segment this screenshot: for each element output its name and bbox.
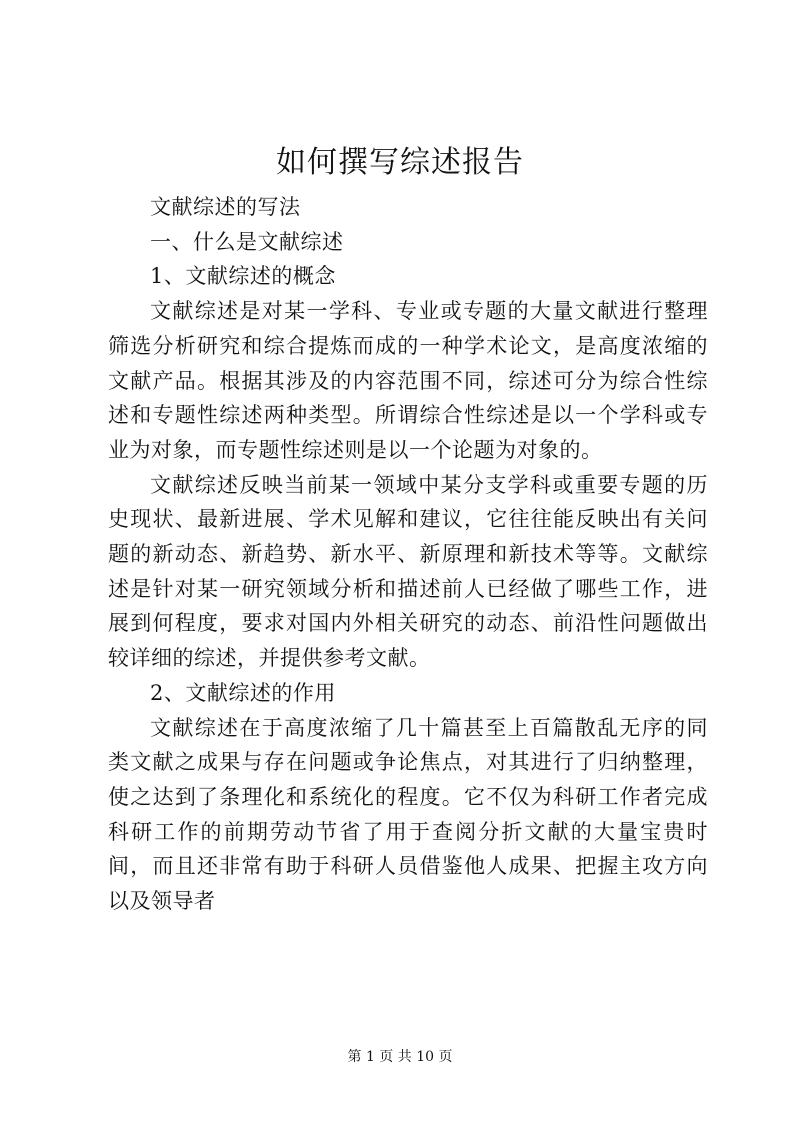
paragraph-concept-body: 文献综述是对某一学科、专业或专题的大量文献进行整理筛选分析研究和综合提炼而成的一种学术论文，是高度浓缩的文献产品。根据其涉及的内容范围不同，综述可分为综合性综述和专题性综述两种类型。所谓综合性综述是以一个学科或专业为对象，而专题性综述则是以一个论题为对象的。 xyxy=(108,299,708,462)
document-body xyxy=(108,190,708,919)
paragraph-heading-concept: 1、文献综述的概念 xyxy=(150,264,336,289)
paragraph-heading-what-is: 一、什么是文献综述 xyxy=(150,229,344,254)
document-title: 如何撰写综述报告 xyxy=(276,145,524,180)
paragraph-reflection-body: 文献综述反映当前某一领域中某分支学科或重要专题的历史现状、最新进展、学术见解和建议，它往往能反映出有关问题的新动态、新趋势、新水平、新原理和新技术等等。文献综述是针对某一研究领域分析和描述前人已经做了哪些工作，进展到何程度，要求对国内外相关研究的动态、前沿性问题做出较详细的综述，并提供参考文献。 xyxy=(108,472,708,671)
paragraph-section-heading: 文献综述的写法 xyxy=(150,195,301,219)
paragraph-function-body: 文献综述在于高度浓缩了几十篇甚至上百篇散乱无序的同类文献之成果与存在问题或争论焦点，对其进行了归纳整理，使之达到了条理化和系统化的程度。它不仅为科研工作者完成科研工作的前期劳动节省了用于查阅分折文献的大量宝贵时间，而且还非常有助于科研人员借鉴他人成果、把握主攻方向以及领导者 xyxy=(108,715,708,914)
page-number-footer: 第 1 页 共 10 页 xyxy=(347,1049,453,1065)
paragraph-heading-function: 2、文献综述的作用 xyxy=(150,680,336,705)
